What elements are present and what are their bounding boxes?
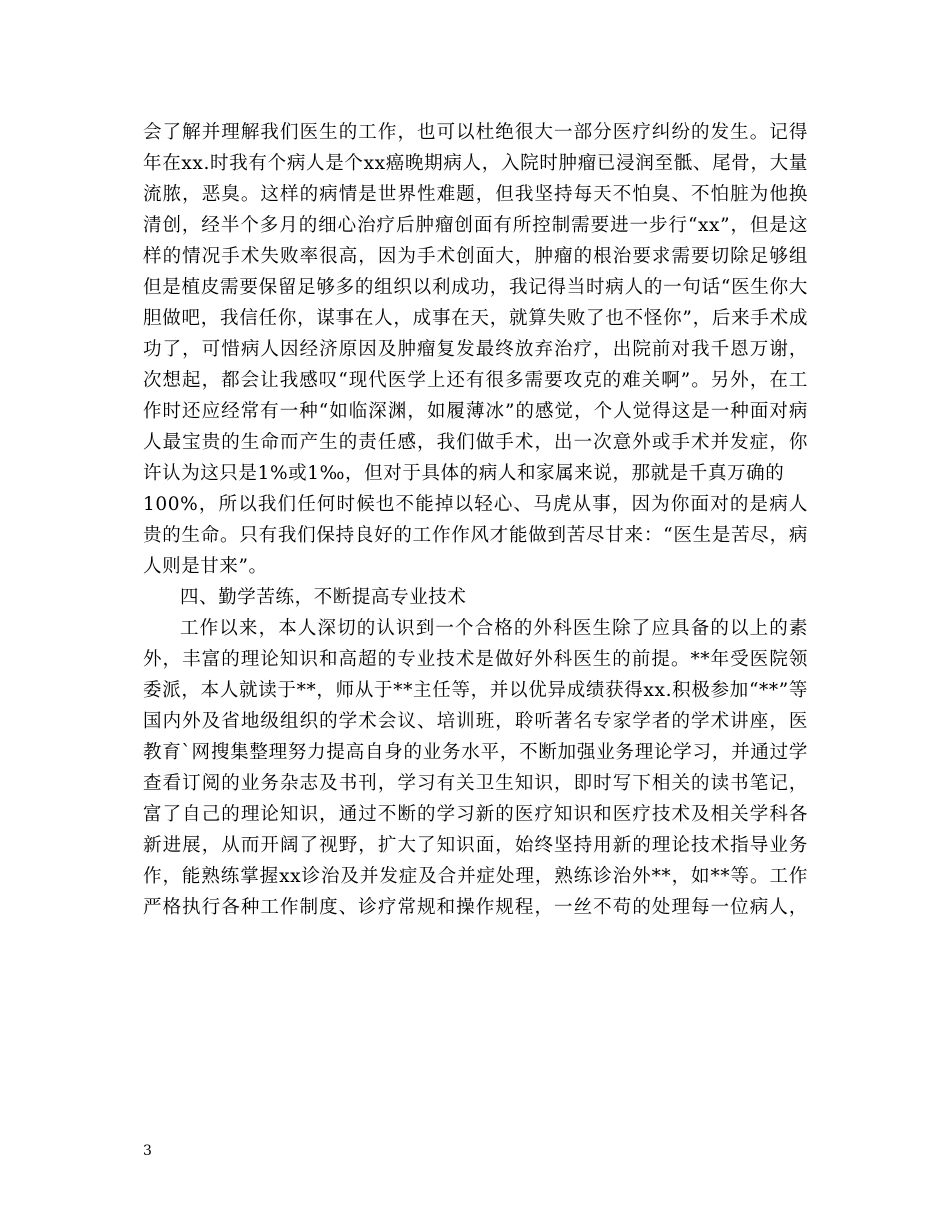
- text-line: 人则是甘来”。: [143, 556, 268, 577]
- text-line: 人最宝贵的生命而产生的责任感，我们做手术，出一次意外或手术并发症，你: [143, 432, 808, 453]
- body-text: [143, 117, 808, 923]
- text-line: 样的情况手术失败率很高，因为手术创面大，肿瘤的根治要求需要切除足够组: [143, 246, 808, 267]
- text-line: 四、勤学苦练，不断提高专业技术: [180, 587, 467, 608]
- text-line: 外，丰富的理论知识和高超的专业技术是做好外科医生的前提。**年受医院领: [143, 649, 808, 670]
- text-line: 严格执行各种工作制度、诊疗常规和操作规程，一丝不苟的处理每一位病人，: [143, 897, 808, 918]
- text-line: 委派，本人就读于**，师从于**主任等，并以优异成绩获得xx.积极参加“**”等: [143, 680, 808, 701]
- text-line: 教育`网搜集整理努力提高自身的业务水平，不断加强业务理论学习，并通过学: [143, 742, 808, 763]
- text-line: 作时还应经常有一种“如临深渊，如履薄冰”的感觉，个人觉得这是一种面对病: [143, 401, 808, 422]
- text-line: 但是植皮需要保留足够多的组织以利成功，我记得当时病人的一句话“医生你大: [143, 277, 808, 298]
- text-line: 新进展，从而开阔了视野，扩大了知识面，始终坚持用新的理论技术指导业务: [143, 835, 808, 856]
- text-line: 许认为这只是1%或1‰，但对于具体的病人和家属来说，那就是千真万确的: [143, 463, 785, 484]
- text-line: 贵的生命。只有我们保持良好的工作作风才能做到苦尽甘来：“医生是苦尽，病: [143, 525, 808, 546]
- text-line: 流脓，恶臭。这样的病情是世界性难题，但我坚持每天不怕臭、不怕脏为他换: [143, 184, 808, 205]
- text-line: 查看订阅的业务杂志及书刊，学习有关卫生知识，即时写下相关的读书笔记，: [143, 773, 808, 794]
- text-line: 次想起，都会让我感叹“现代医学上还有很多需要攻克的难关啊”。另外，在工: [143, 370, 808, 391]
- text-line: 100%，所以我们任何时候也不能掉以轻心、马虎从事，因为你面对的是病人: [143, 494, 808, 515]
- text-line: 作，能熟练掌握xx诊治及并发症及合并症处理，熟练诊治外**，如**等。工作: [143, 866, 808, 887]
- page-number: 3: [143, 1143, 152, 1159]
- text-line: 富了自己的理论知识，通过不断的学习新的医疗知识和医疗技术及相关学科各: [143, 804, 808, 825]
- text-line: 清创，经半个多月的细心治疗后肿瘤创面有所控制需要进一步行“xx”，但是这: [143, 215, 808, 236]
- text-line: 胆做吧，我信任你，谋事在人，成事在天，就算失败了也不怪你”，后来手术成: [143, 308, 808, 329]
- text-line: 功了，可惜病人因经济原因及肿瘤复发最终放弃治疗，出院前对我千恩万谢，: [143, 339, 808, 360]
- text-line: 国内外及省地级组织的学术会议、培训班，聆听著名专家学者的学术讲座，医: [143, 711, 808, 732]
- text-line: 会了解并理解我们医生的工作，也可以杜绝很大一部分医疗纠纷的发生。记得: [143, 122, 808, 143]
- text-line: 年在xx.时我有个病人是个xx癌晚期病人，入院时肿瘤已浸润至骶、尾骨，大量: [143, 153, 808, 174]
- text-line: 工作以来，本人深切的认识到一个合格的外科医生除了应具备的以上的素: [180, 618, 808, 639]
